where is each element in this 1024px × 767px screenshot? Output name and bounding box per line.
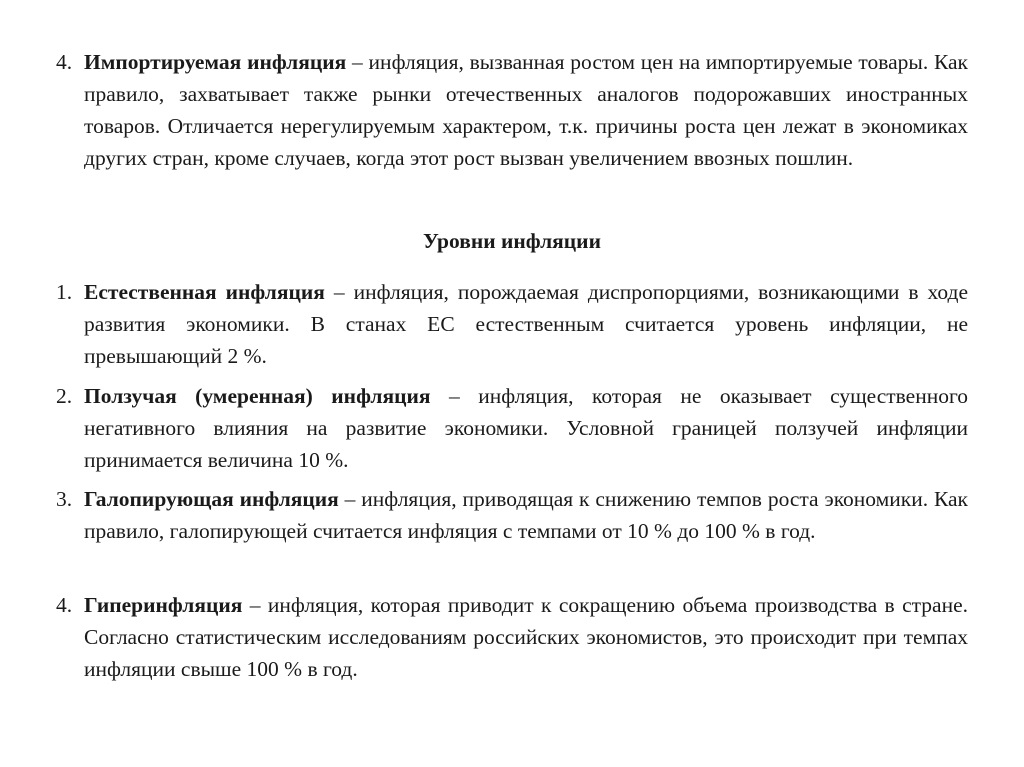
item-number: 3.	[56, 487, 73, 511]
item-text: – инфляция, приводящая к снижению темпов роста экономики. Как правило, галопирующей считается инфляция с темпами от 10 % до 100 % в год.	[84, 487, 969, 543]
level-item-hyperinflation	[56, 589, 968, 685]
item-body	[84, 483, 968, 547]
item-number: 2.	[56, 384, 73, 408]
section-heading: Уровни инфляции	[423, 229, 601, 253]
item-term: Естественная инфляция	[84, 280, 325, 304]
level-item-natural	[56, 276, 968, 372]
item-body	[84, 46, 968, 174]
item-number: 4.	[56, 50, 73, 74]
item-term: Импортируемая инфляция	[84, 50, 347, 74]
import-inflation-item	[56, 46, 968, 174]
level-item-galloping	[56, 483, 968, 547]
item-term: Гиперинфляция	[84, 593, 243, 617]
item-term: Галопирующая инфляция	[84, 487, 339, 511]
item-body	[84, 380, 968, 476]
item-text: – инфляция, которая не оказывает существенного негативного влияния на развитие экономики. Условной границей ползучей инфляции принимается величина 10 %.	[84, 384, 969, 472]
item-number: 4.	[56, 593, 73, 617]
level-item-creeping	[56, 380, 968, 476]
item-number: 1.	[56, 280, 73, 304]
item-text: – инфляция, которая приводит к сокращению объема производства в стране. Согласно статистическим исследованиям российских экономистов, это происходит при темпах инфляции свыше 100 % в год.	[84, 593, 968, 681]
item-body	[84, 276, 968, 372]
item-term: Ползучая (умеренная) инфляция	[84, 384, 431, 408]
item-text: – инфляция, вызванная ростом цен на импортируемые товары. Как правило, захватывает также рынки отечественных аналогов подорожавших иностранных товаров. Отличается нерегулируемым характером, т.к. причины роста цен лежат в экономиках других стран, кроме случаев, когда этот рост вызван увеличением ввозных пошлин.	[84, 50, 969, 170]
item-body	[84, 589, 968, 685]
item-text: – инфляция, порождаемая диспропорциями, возникающими в ходе развития экономики. В станах ЕС естественным считается уровень инфляции, не превышающий 2 %.	[84, 280, 968, 368]
